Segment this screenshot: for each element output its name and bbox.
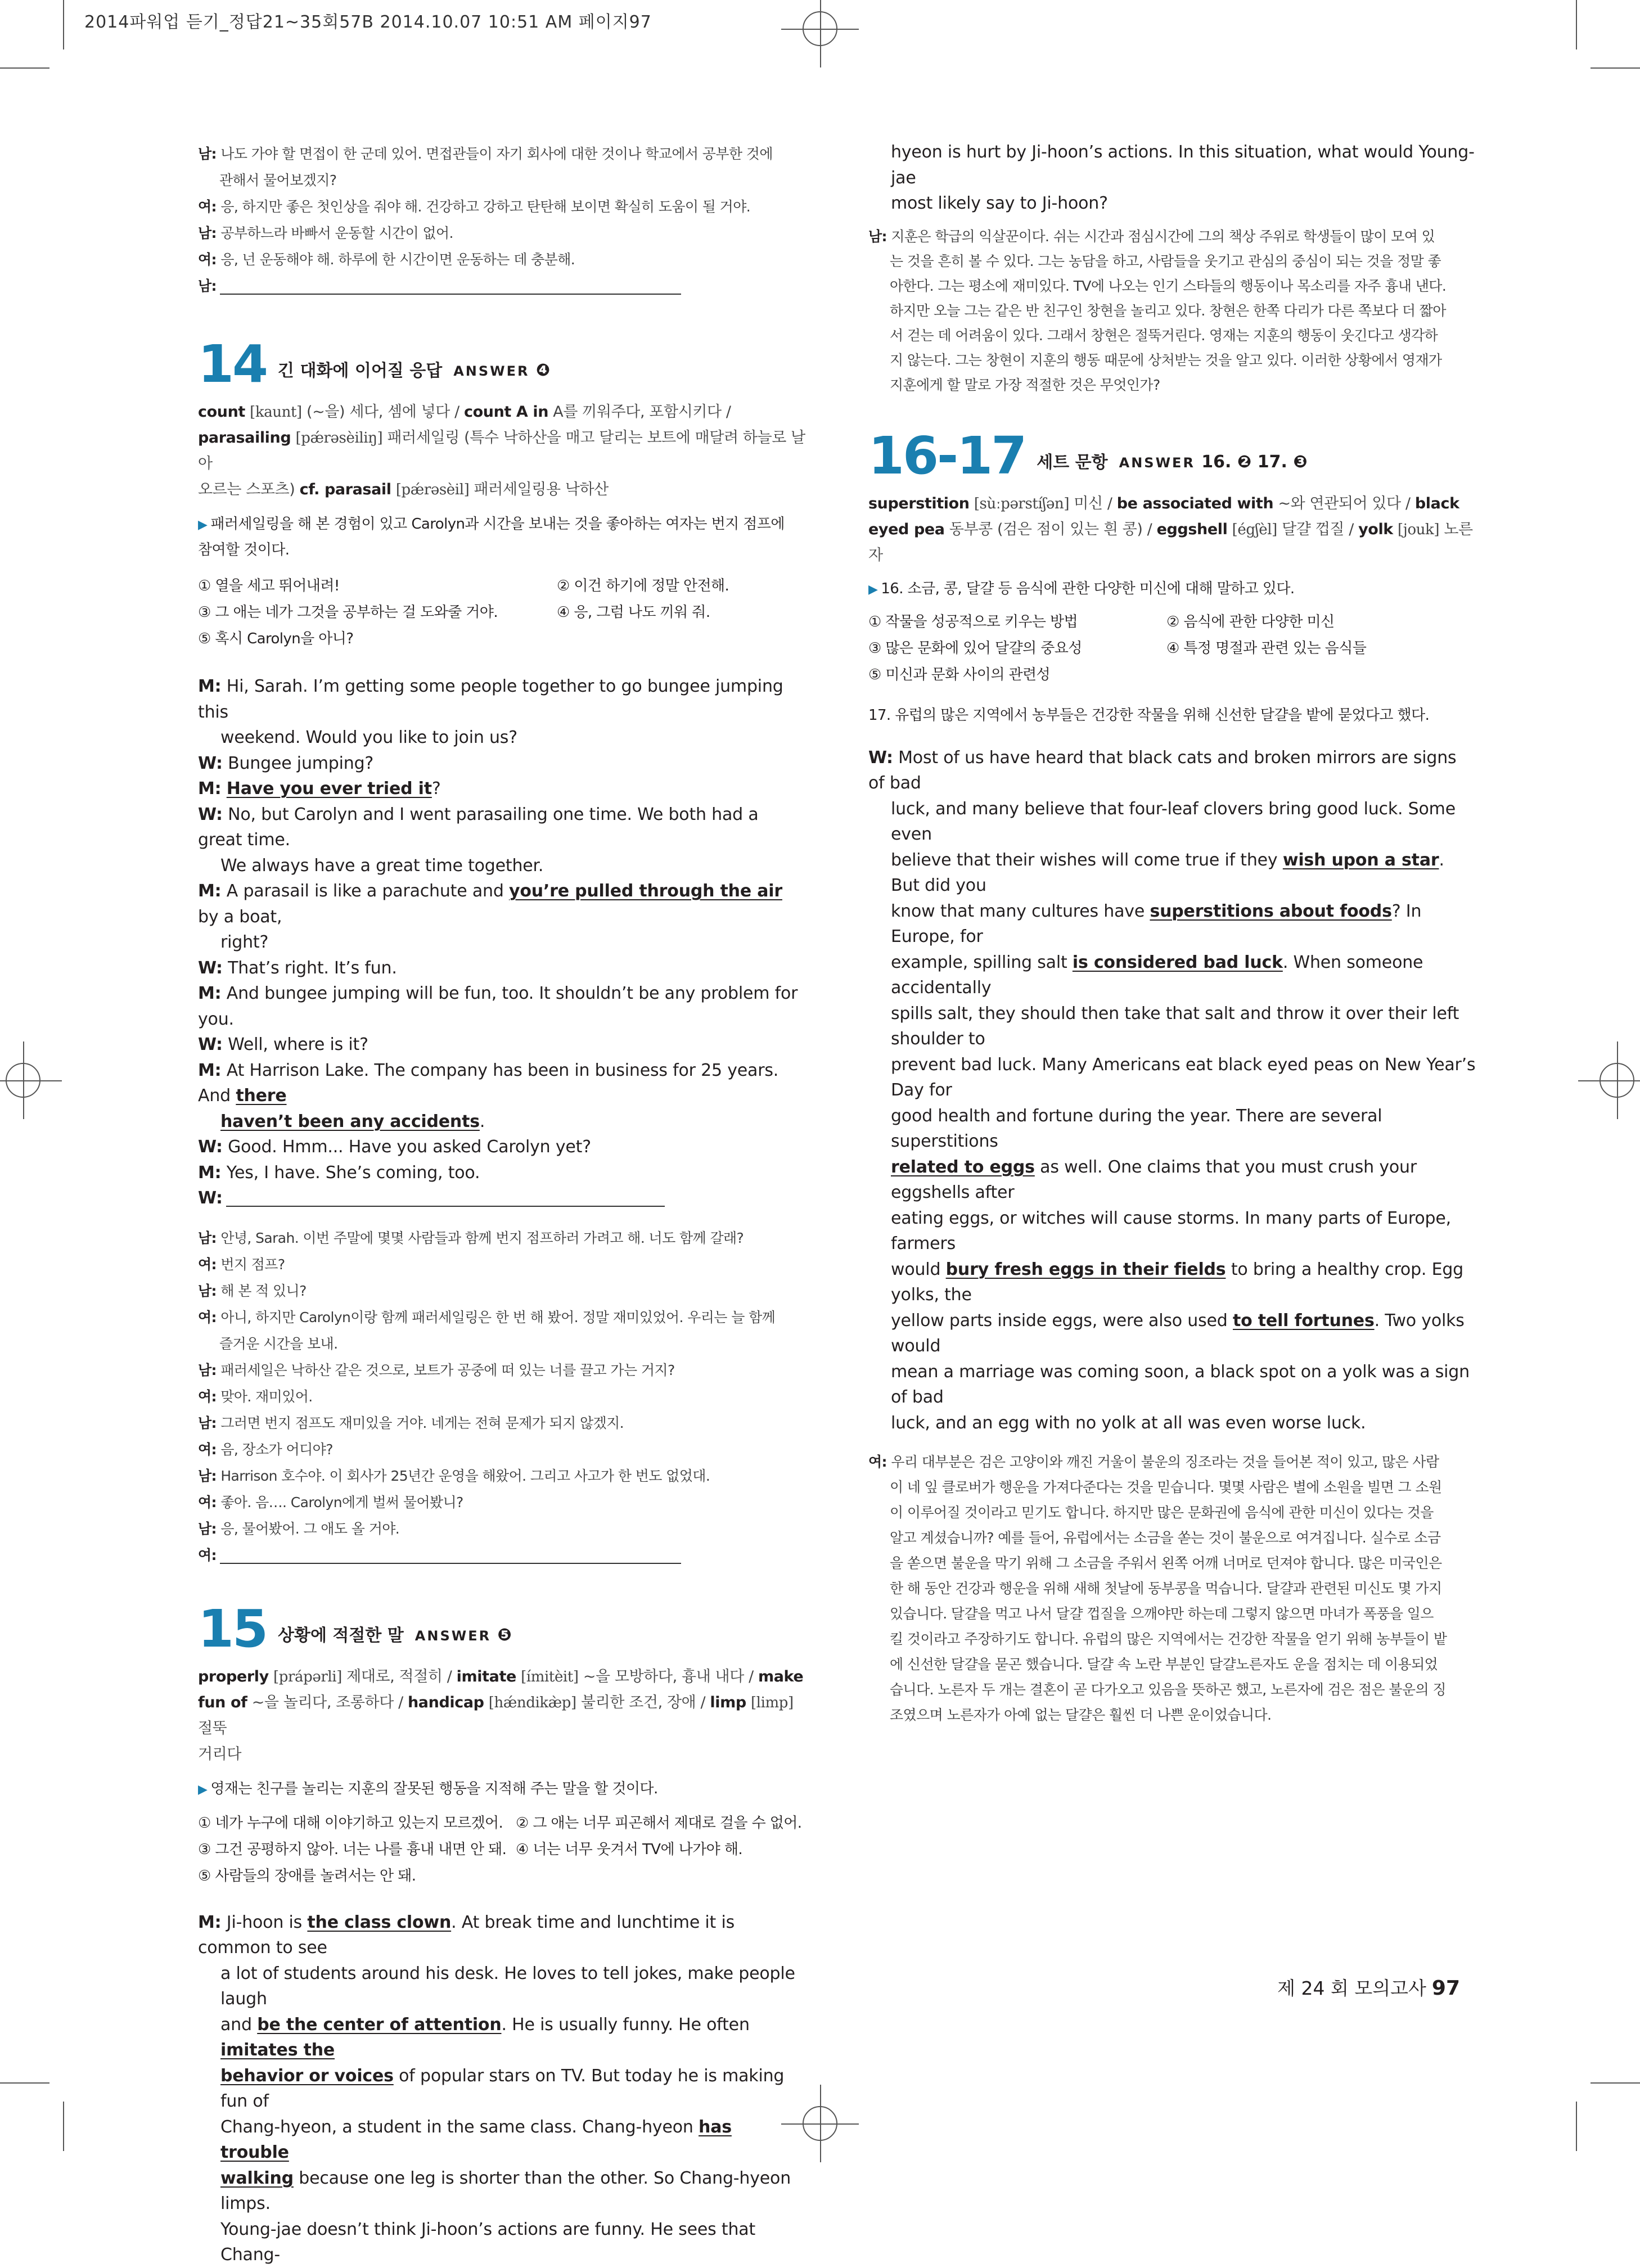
text-line: 16. ❷ 17. ❸	[1201, 452, 1308, 472]
text-line: M:	[198, 1912, 222, 1932]
text-line: because one leg is shorter than the other. So Chang-hyeon limps.	[220, 2168, 791, 2213]
text-line: ② 음식에 관한 다양한 미신	[1166, 613, 1335, 630]
text-line: 미신 /	[1074, 494, 1112, 512]
answer-badge	[1119, 452, 1308, 472]
text-line: 남:	[198, 1414, 217, 1431]
registration-mark	[803, 11, 837, 46]
text-line: ③ 그 애는 네가 그것을 공부하는 걸 도와줄 거야.	[198, 604, 498, 621]
text-line: 알고 계셨습니까? 예를 들어, 유럽에서는 소금을 쏟는 것이 불운으로 여겨집니다. 실수로 소금	[890, 1530, 1441, 1546]
text-line: 16. 소금, 콩, 달걀 등 음식에 관한 다양한 미신에 대해 말하고 있다.	[881, 580, 1295, 597]
text-line: 즐거운 시간을 보내.	[219, 1335, 338, 1352]
text-line: weekend. Would you like to join us?	[220, 728, 517, 747]
crop-mark	[1576, 2102, 1577, 2151]
text-line: 남:	[198, 225, 217, 241]
text-line: 하지만 오늘 그는 같은 반 친구인 창현을 놀리고 있다. 창현은 한쪽 다리가 다른 쪽보다 더 짧아	[890, 302, 1446, 319]
text-line: spills salt, they should then take that salt and throw it over their left shoulder to	[891, 1003, 1459, 1049]
q15-options	[198, 1810, 805, 1890]
text-line: 거리다	[198, 1745, 242, 1763]
text-line: count	[198, 403, 245, 421]
text-line: . At break time and lunchtime it is common to see	[198, 1912, 735, 1958]
text-line: [prápərli]	[273, 1668, 342, 1685]
text-line: eating eggs, or witches will cause storms. In many parts of Europe, farmers	[891, 1208, 1451, 1254]
text-line: M:	[198, 779, 222, 799]
text-line: No, but Carolyn and I went parasailing one time. We both had a great time.	[198, 804, 759, 850]
answer-blank	[226, 1191, 665, 1207]
text-line: ① 네가 누구에 대해 이야기하고 있는지 모르겠어.	[198, 1814, 503, 1832]
crop-mark	[0, 67, 49, 69]
text-line: superstitions about foods	[1150, 901, 1392, 921]
text-line: as well. One claims that you must crush your eggshells after	[891, 1157, 1417, 1202]
text-line: 달걀 껍질 /	[1282, 520, 1354, 538]
text-line: A를 끼워주다, 포함시키다 /	[553, 403, 731, 421]
text-line: 우리 대부분은 검은 고양이와 깨진 거울이 불운의 징조라는 것을 들어본 적이 있고, 많은 사람	[891, 1454, 1439, 1470]
text-line: W:	[198, 1188, 223, 1208]
text-line: 여:	[198, 1388, 217, 1405]
text-line: M:	[198, 677, 222, 696]
text-line: 노른자	[868, 520, 1473, 564]
text-line: parasailing	[198, 429, 291, 447]
text-line: imitates the	[220, 2040, 335, 2060]
text-line: right?	[220, 932, 269, 952]
text-line: 안녕, Sarah. 이번 주말에 몇몇 사람들과 함께 번지 점프하러 가려고 해. 너도 함께 갈래?	[220, 1229, 744, 1246]
text-line: 응, 하지만 좋은 첫인상을 줘야 해. 건강하고 강하고 탄탄해 보이면 확실히 도움이 될 거야.	[220, 199, 751, 215]
text-line: 제대로, 적절히 /	[346, 1667, 452, 1685]
q15-english-continued	[868, 139, 1476, 217]
text-line: [kaunt]	[250, 404, 302, 421]
text-line: eyed pea	[868, 520, 945, 538]
q14-korean-dialog	[198, 1225, 805, 1568]
text-line: hyeon is hurt by Ji-hoon’s actions. In this situation, what would Young-jae	[891, 142, 1475, 188]
text-line: handicap	[407, 1693, 484, 1711]
text-line: ❺	[497, 1625, 512, 1645]
text-line: [pǽrəsèiliŋ]	[295, 430, 383, 447]
text-line: ~을 모방하다, 흉내 내다 /	[583, 1667, 754, 1685]
text-line: 아한다. 그는 평소에 재미있다. TV에 나오는 인기 스타들의 행동이나 목소리를 자주 흉내 낸다.	[890, 277, 1447, 294]
text-line: bury fresh eggs in their fields	[945, 1259, 1226, 1279]
triangle-bullet-icon: ▶	[868, 582, 878, 597]
text-line: M:	[198, 984, 222, 1003]
text-line: 남:	[868, 228, 887, 245]
q15-korean-translation	[868, 224, 1476, 398]
text-line: 여:	[198, 1309, 217, 1325]
text-line: 서 걷는 데 어려움이 있다. 그래서 창현은 절뚝거린다. 영재는 지훈의 행동이 웃긴다고 생각하	[890, 327, 1438, 344]
question-number: 14	[198, 334, 267, 394]
answer-badge	[453, 360, 550, 380]
dialog-line	[198, 246, 805, 273]
text-line: Well, where is it?	[228, 1035, 368, 1054]
text-line: believe that their wishes will come true if they	[891, 850, 1278, 870]
text-line: [sùːpərstíʃən]	[974, 495, 1070, 512]
text-line: 여:	[868, 1454, 887, 1470]
text-line: cf. parasail	[299, 481, 391, 498]
page-number: 97	[1431, 1977, 1460, 2000]
q15-vocab	[198, 1664, 805, 1767]
text-line: 남:	[198, 1361, 217, 1378]
text-line: 17. 유럽의 많은 지역에서 농부들은 건강한 작물을 위해 신선한 달걀을 밭에 묻었다고 했다.	[868, 706, 1430, 724]
text-line: properly	[198, 1667, 269, 1685]
text-line: imitate	[456, 1667, 516, 1685]
text-line: ⑤ 혹시 Carolyn을 아니?	[198, 630, 354, 647]
crop-mark	[63, 2102, 64, 2151]
text-line: 에 신선한 달걀을 묻곤 했습니다. 달걀 속 노란 부분인 달걀노른자도 운을 점치는 데 이용되었	[890, 1656, 1438, 1672]
q14-english-dialog	[198, 674, 805, 1211]
text-line: yellow parts inside eggs, were also used	[891, 1310, 1228, 1331]
q16-options	[868, 609, 1476, 688]
dialog-line	[198, 220, 805, 246]
text-line: 아니, 하지만 Carolyn이랑 함께 패러세일링은 한 번 해 봤어. 정말 재미있었어. 우리는 늘 함께	[220, 1309, 776, 1325]
text-line: . He is usually funny. He often	[501, 2014, 750, 2035]
triangle-bullet-icon: ▶	[198, 518, 208, 532]
text-line: M:	[198, 1060, 222, 1080]
text-line: 있습니다. 달걀을 먹고 나서 달걀 껍질을 으깨야만 하는데 그렇지 않으면 마녀가 폭풍을 일으	[890, 1606, 1434, 1622]
text-line: 불리한 조건, 장애 /	[580, 1693, 706, 1711]
text-line: 나도 가야 할 면접이 한 군데 있어. 면접관들이 자기 회사에 대한 것이나 학교에서 공부한 것에	[220, 146, 773, 162]
q13-korean-dialog	[198, 141, 805, 299]
vocab-line	[198, 399, 805, 425]
text-line: . But did you	[891, 850, 1444, 895]
text-line: [ímitèit]	[521, 1668, 579, 1685]
text-line: M:	[198, 881, 222, 901]
text-line: 남:	[198, 1282, 217, 1299]
q14-vocab	[198, 399, 805, 503]
text-line: Have you ever tried it	[226, 779, 432, 799]
answer-blank	[220, 279, 681, 295]
text-line: ① 열을 세고 뛰어내려!	[198, 578, 340, 594]
q15-summary	[198, 1776, 805, 1802]
text-line: 남:	[198, 1467, 217, 1484]
text-line: 그러면 번지 점프도 재미있을 거야. 네게는 전혀 문제가 되지 않겠지.	[220, 1414, 624, 1431]
text-line: ④ 너는 너무 웃겨서 TV에 나가야 해.	[516, 1841, 743, 1858]
text-line: And bungee jumping will be fun, too. It shouldn’t be any problem for you.	[198, 984, 798, 1029]
text-line: has trouble	[220, 2117, 732, 2162]
text-line: limp	[710, 1693, 746, 1711]
text-line: ④ 응, 그럼 나도 끼워 줘.	[557, 604, 710, 621]
text-line: 여:	[198, 1441, 217, 1458]
text-line: [pǽrəsèil]	[395, 481, 470, 498]
text-line: 패러세일은 낙하산 같은 것으로, 보트가 공중에 떠 있는 너를 끌고 가는 거지?	[220, 1361, 675, 1378]
text-line: 해 본 적 있니?	[220, 1282, 307, 1299]
text-line: would	[891, 1259, 941, 1279]
text-line: 남:	[198, 1229, 217, 1246]
text-line: At Harrison Lake. The company has been in business for 25 years. And	[198, 1060, 779, 1106]
dialog-line	[198, 273, 805, 299]
text-line: W:	[868, 747, 893, 768]
question-number: 16-17	[868, 425, 1026, 486]
text-line: related to eggs	[891, 1157, 1035, 1177]
print-header: 2014파워업 듣기_정답21~35회57B 2014.10.07 10:51 AM 페이지97	[84, 12, 652, 32]
text-line: be the center of attention	[257, 2014, 502, 2035]
text-line: 지훈에게 할 말로 가장 적절한 것은 무엇인가?	[890, 376, 1160, 393]
text-line: M:	[198, 1162, 222, 1183]
text-line: luck, and an egg with no yolk at all was even worse luck.	[891, 1413, 1366, 1433]
text-line: That’s right. It’s fun.	[228, 958, 397, 978]
q16-summary	[868, 576, 1476, 602]
text-line: 음, 장소가 어디야?	[220, 1441, 333, 1458]
text-line: prevent bad luck. Many Americans eat black eyed peas on New Year’s Day for	[891, 1054, 1476, 1100]
text-line: ⑤ 미신과 문화 사이의 관련성	[868, 666, 1051, 683]
text-line: and	[220, 2014, 252, 2035]
text-line: W:	[198, 753, 223, 773]
text-line: Most of us have heard that black cats and broken mirrors are signs of bad	[868, 747, 1457, 793]
text-line: ~을 놀리다, 조롱하다 /	[251, 1693, 403, 1711]
page-footer	[1277, 1974, 1460, 2000]
text-line: 남:	[198, 278, 217, 294]
registration-mark	[1600, 1063, 1634, 1098]
text-line: . Two yolks would	[891, 1310, 1465, 1356]
text-line: Harrison 호수야. 이 회사가 25년간 운영을 해왔어. 그리고 사고가 한 번도 없었대.	[220, 1467, 710, 1484]
crop-mark	[1576, 0, 1577, 49]
text-line: a lot of students around his desk. He loves to tell jokes, make people laugh	[220, 1963, 795, 2009]
text-line: 습니다. 노른자 두 개는 결혼이 곧 다가오고 있음을 뜻하곤 했고, 노른자에 검은 점은 불운의 징	[890, 1681, 1446, 1698]
text-line: by a boat,	[198, 907, 282, 927]
text-line: 여:	[198, 1256, 217, 1273]
text-line: [hǽndikæ̀p]	[488, 1694, 576, 1711]
text-line: ? In Europe, for	[891, 901, 1422, 946]
text-line: 한 해 동안 건강과 행운을 위해 새해 첫날에 동부콩을 먹습니다. 달걀과 관련된 미신도 몇 가지	[890, 1580, 1442, 1597]
text-line: count A in	[464, 403, 549, 421]
text-line: [égʃèl]	[1232, 521, 1277, 538]
text-line: 패러세일링용 낙하산	[474, 481, 609, 498]
vocab-line	[198, 425, 805, 477]
text-line: most likely say to Ji-hoon?	[891, 193, 1108, 213]
text-line: 여:	[198, 199, 217, 215]
text-line: to bring a healthy crop. Egg yolks, the	[891, 1259, 1464, 1305]
text-line: good health and fortune during the year. There are several superstitions	[891, 1106, 1382, 1151]
text-line: 번지 점프?	[220, 1256, 285, 1273]
text-line: Good. Hmm... Have you asked Carolyn yet?	[228, 1137, 591, 1157]
text-line: 공부하느라 바빠서 운동할 시간이 없어.	[220, 225, 453, 241]
text-line: walking	[220, 2168, 294, 2188]
text-line: haven’t been any accidents	[220, 1111, 480, 1131]
text-line: 이 이루어질 것이라고 믿기도 합니다. 하지만 많은 문화권에 음식에 관한 미신이 있다는 것을	[890, 1504, 1434, 1521]
registration-mark	[803, 2106, 837, 2141]
text-line: 영재는 친구를 놀리는 지훈의 잘못된 행동을 지적해 주는 말을 할 것이다.	[210, 1780, 658, 1797]
text-line: ⑤ 사람들의 장애를 놀려서는 안 돼.	[198, 1867, 416, 1884]
text-line: wish upon a star	[1282, 850, 1439, 870]
text-line: 킬 것이라고 주장하기도 합니다. 유럽의 많은 지역에서는 건강한 작물을 얻기 위해 농부들이 밭	[890, 1631, 1447, 1647]
question-number: 15	[198, 1598, 267, 1659]
text-line: make	[758, 1667, 804, 1685]
text-line: you’re pulled through the air	[509, 881, 782, 901]
text-line: behavior or voices	[220, 2066, 394, 2086]
text-line: W:	[198, 958, 223, 978]
text-line: 절뚝	[198, 1719, 227, 1737]
text-line: 을 쏟으면 불운을 막기 위해 그 소금을 주워서 왼쪽 어깨 너머로 던져야 합니다. 많은 미국인은	[890, 1555, 1442, 1571]
question-title: 세트 문항	[1037, 452, 1108, 472]
text-line: yolk	[1358, 520, 1393, 538]
question-title: 긴 대화에 이어질 응답	[278, 361, 443, 381]
text-line: 응, 물어봤어. 그 애도 올 거야.	[220, 1520, 400, 1537]
text-line: ③ 그건 공평하지 않아. 너는 나를 흉내 내면 안 돼.	[198, 1841, 507, 1858]
dialog-line	[198, 141, 805, 167]
text-line: ?	[431, 779, 441, 799]
text-line: ② 그 애는 너무 피곤해서 제대로 걸을 수 없어.	[516, 1814, 802, 1832]
text-line: luck, and many believe that four-leaf clovers bring good luck. Some even	[891, 799, 1456, 844]
text-line: there	[236, 1086, 287, 1106]
text-line: We always have a great time together.	[220, 855, 544, 876]
text-line: 여:	[198, 1546, 217, 1563]
text-line: . When someone accidentally	[891, 952, 1423, 998]
q16-17-english-monologue	[868, 745, 1476, 1436]
question-title: 상황에 적절한 말	[278, 1625, 404, 1645]
text-line: A parasail is like a parachute and	[226, 881, 504, 901]
text-line: example, spilling salt	[891, 952, 1067, 972]
text-line: 맞아. 재미있어.	[220, 1388, 313, 1405]
text-line: 참여할 것이다.	[198, 542, 290, 558]
text-line: 조였으며 노른자가 아예 없는 달걀은 훨씬 더 나쁜 운이었습니다.	[890, 1707, 1272, 1723]
text-line: Hi, Sarah. I’m getting some people together to go bungee jumping this	[198, 677, 783, 722]
text-line: 여:	[198, 251, 217, 268]
dialog-line	[198, 193, 805, 220]
text-line: Yes, I have. She’s coming, too.	[226, 1162, 480, 1183]
q17-summary	[868, 703, 1476, 728]
text-line: [jouk]	[1398, 521, 1440, 538]
crop-mark	[63, 0, 64, 49]
q16-17-heading	[868, 425, 1476, 486]
q15-english-monologue	[198, 1910, 805, 2268]
crop-mark	[1591, 67, 1640, 69]
text-line: ANSWER	[453, 363, 530, 379]
text-line: 오르는 스포츠)	[198, 481, 295, 498]
text-line: know that many cultures have	[891, 901, 1145, 921]
text-line: Ji-hoon is	[226, 1912, 303, 1932]
text-line: black	[1414, 494, 1459, 512]
crop-mark	[1591, 2082, 1640, 2084]
text-line: W:	[198, 1035, 223, 1054]
text-line: ~와 연관되어 있다 /	[1278, 494, 1411, 512]
text-line: of popular stars on TV. But today he is making fun of	[220, 2066, 785, 2111]
text-line: ④ 특정 명절과 관련 있는 음식들	[1166, 639, 1367, 657]
text-line: is considered bad luck	[1072, 952, 1283, 972]
dialog-line: 관해서 물어보겠지?	[219, 172, 337, 188]
text-line: 동부콩 (검은 점이 있는 흰 콩) /	[949, 520, 1152, 538]
text-line: Chang-hyeon, a student in the same class. Chang-hyeon	[220, 2117, 693, 2137]
text-line: to tell fortunes	[1232, 1310, 1375, 1331]
text-line: ② 이건 하기에 정말 안전해.	[557, 578, 729, 594]
text-line: ❹	[535, 360, 551, 380]
vocab-line	[198, 477, 805, 503]
right-column	[868, 139, 1476, 1728]
q14-heading	[198, 334, 805, 394]
text-line: 응, 넌 운동해야 해. 하루에 한 시간이면 운동하는 데 충분해.	[220, 251, 575, 268]
text-line: [limp]	[750, 1694, 794, 1711]
text-line: 남:	[198, 146, 217, 162]
footer-label: 제 24 회 모의고사	[1277, 1977, 1426, 1999]
text-line: 패러세일링 (특수 낙하산을 매고 달리는 보트에 매달려 하늘로 날아	[198, 429, 805, 472]
text-line: ③ 많은 문화에 있어 달걀의 중요성	[868, 639, 1082, 657]
text-line: 남:	[198, 1520, 217, 1537]
text-line: be associated with	[1116, 494, 1274, 512]
text-line: 이 네 잎 클로버가 행운을 가져다준다는 것을 믿습니다. 몇몇 사람은 별에 소원을 빌면 그 소원	[890, 1479, 1442, 1495]
registration-mark	[6, 1063, 40, 1098]
q16-17-korean-translation	[868, 1449, 1476, 1728]
text-line: ① 작물을 성공적으로 키우는 방법	[868, 613, 1078, 630]
crop-mark	[0, 2082, 49, 2084]
text-line: W:	[198, 1137, 223, 1157]
text-line: fun of	[198, 1693, 247, 1711]
q16-17-vocab	[868, 491, 1476, 569]
text-line: ANSWER	[414, 1627, 492, 1644]
q15-heading	[198, 1598, 805, 1659]
text-line: mean a marriage was coming soon, a black spot on a yolk was a sign of bad	[891, 1361, 1470, 1407]
text-line: 좋아. 음…. Carolyn에게 벌써 물어봤니?	[220, 1494, 463, 1511]
text-line: the class clown	[307, 1912, 452, 1932]
text-line: .	[479, 1111, 485, 1131]
answer-blank	[220, 1548, 681, 1564]
q14-summary	[198, 512, 805, 563]
text-line: Young-jae doesn’t think Ji-hoon’s actions are funny. He sees that Chang-	[220, 2219, 756, 2265]
text-line: eggshell	[1156, 520, 1228, 538]
text-line: superstition	[868, 494, 970, 512]
triangle-bullet-icon: ▶	[198, 1782, 208, 1797]
text-line: 지훈은 학급의 익살꾼이다. 쉬는 시간과 점심시간에 그의 책상 주위로 학생들이 많이 모여 있	[891, 228, 1435, 245]
text-line: (~을) 세다, 셈에 넣다 /	[306, 403, 459, 421]
text-line: W:	[198, 804, 223, 824]
text-line: 는 것을 흔히 볼 수 있다. 그는 농담을 하고, 사람들을 웃기고 관심의 중심이 되는 것을 정말 좋	[890, 252, 1441, 269]
left-column	[198, 141, 805, 2268]
text-line: 지 않는다. 그는 창현이 지훈의 행동 때문에 상처받는 것을 알고 있다. 이러한 상황에서 영재가	[890, 351, 1442, 368]
answer-badge	[415, 1625, 512, 1645]
text-line: 패러세일링을 해 본 경험이 있고 Carolyn과 시간을 보내는 것을 좋아하는 여자는 번지 점프에	[210, 516, 785, 533]
text-line: 여:	[198, 1494, 217, 1511]
text-line: Bungee jumping?	[228, 753, 374, 773]
q14-options	[198, 573, 805, 652]
text-line: ANSWER	[1119, 454, 1195, 471]
